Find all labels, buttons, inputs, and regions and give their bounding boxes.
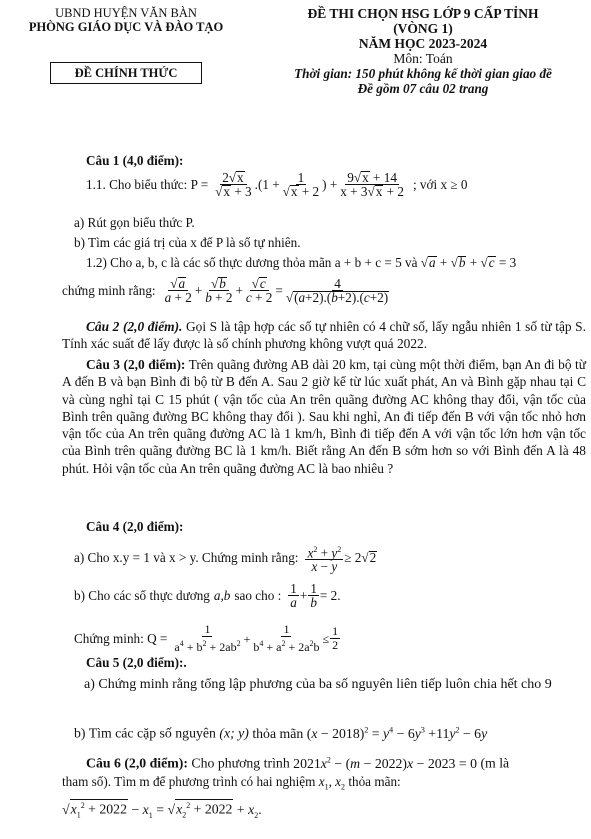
header-right — [258, 6, 588, 96]
q1-title: Câu 1 (4,0 điểm): — [86, 153, 184, 168]
q4-title: Câu 4 (2,0 điểm): — [86, 519, 184, 534]
q4-part-a-text: a) Cho x.y = 1 và x > y. Chứng minh rằng: — [74, 550, 299, 566]
q6-equation: $2021x^2 - (m - 2022)x - 2023 = 0$ — [293, 755, 481, 771]
q1-formula-p: 2√ x √ x + 3 .(1 + 1 √ x + 2 ) + $\frac{9√ x + 14}{x + 3√ x + 2}$ — [212, 171, 407, 198]
q4-expression-q: $\frac{1}{a^4 + b^2 + 2ab^2}$ + $\frac{1}{b^4 + a^2 + 2a^2b}$ ≤ $\frac{1}{2}$ — [174, 622, 339, 654]
q6-line1 — [86, 752, 509, 772]
q3-text: Trên quãng đường AB dài 20 km, tại cùng một thời điểm, bạn An đi bộ từ A đến B và bạn Bình đi bộ từ B đến A. Sau 2 giờ kể từ lúc xuất phát, An và Bình gặp nhau tại C và cùng nghỉ tại C 15 phút ( vận tốc của An trên quãng đường AC không thay đổi, vận tốc của Bình trên quãng đường BC không thay đổi ). Sau khi nghỉ, An đi tiếp đến B với vận tốc nhỏ hơn vận tốc của An trên quãng đường AC là 1 km/h, Bình đi tiếp đến A với vận tốc lớn hơn vận tốc của Bình trên quãng đường BC là 1 km/h. Biết rằng An đến B sớm hơn so với Bình đến A là 48 phút. Hỏi vận tốc của An trên quãng đường AC là bao nhiêu ? — [62, 357, 586, 476]
subject-name: Môn: Toán — [393, 51, 453, 66]
q6-line2 — [62, 774, 401, 796]
q6-line2-end: thỏa mãn: — [348, 774, 401, 789]
q3-title: Câu 3 (2,0 điểm): — [86, 357, 186, 372]
q6-line2-text: tham số). Tìm m để phương trình có hai nghiệm — [62, 774, 316, 789]
q4-prove — [74, 623, 341, 654]
q3-block — [62, 356, 586, 477]
department-name: PHÒNG GIÁO DỤC VÀ ĐÀO TẠO — [28, 20, 224, 34]
q2-block — [62, 318, 586, 353]
official-exam-label: ĐỀ CHÍNH THỨC — [74, 66, 178, 80]
school-year: NĂM HỌC 2023-2024 — [358, 36, 488, 51]
q4-part-b-mid: sao cho : — [234, 587, 282, 603]
q4-part-a — [74, 543, 377, 573]
q1-inequality: √ $\frac{a}{a + 2}$ + √ $\frac{b}{b + 2}$ + √ $\frac{c}{c + 2}$ = 4 √ (a+2).(b+2).(c+2) — [162, 277, 393, 304]
header-left — [10, 6, 242, 34]
q4-part-b-text: b) Cho các số thực dương — [74, 587, 210, 603]
q5-equation: (x; y) — [219, 725, 249, 741]
q1-expression-line — [86, 171, 586, 198]
q6-title: Câu 6 (2,0 điểm): — [86, 755, 188, 771]
q4-part-b — [74, 582, 341, 609]
q1-part-b: b) Tìm các giá trị của x để P là số tự nhiên. — [74, 235, 301, 250]
q5-part-b-text: b) Tìm các cặp số nguyên — [74, 725, 216, 741]
q6-condition: √ $x_1^2 + 2022 - x_1$ = √ $x_2^2 + 2022 + x_2$. — [62, 799, 262, 823]
official-exam-box — [50, 62, 202, 84]
q1-part-12 — [86, 255, 516, 271]
exam-round: (VÒNG 1) — [393, 21, 453, 36]
q5-part-b: b) Tìm các cặp số nguyên (x; y) thỏa mãn $(x - 2018)^2 = y^4 - 6y^3 +11y^2 - 6y$ — [74, 725, 488, 741]
q2-title: Câu 2 (2,0 điểm). — [86, 319, 183, 334]
q1-condition: ; với x ≥ 0 — [412, 176, 468, 192]
q1-expression-prefix: 1.1. Cho biểu thức: P = — [86, 176, 209, 192]
q1-prove-label: chứng minh rằng: — [62, 282, 156, 298]
q1-part-12-text: 1.2) Cho a, b, c là các số thực dương thỏa mãn a + b + c = 5 và — [86, 255, 418, 270]
q6-text-prefix: Cho phương trình — [191, 755, 290, 771]
q1-sqrt-condition: √ a + √ b + √ c = 3 — [421, 255, 516, 270]
q1-part-a: a) Rút gọn biểu thức P. — [74, 215, 195, 230]
district-name: UBND HUYỆN VĂN BÀN — [55, 6, 197, 20]
exam-title: ĐỀ THI CHỌN HSG LỚP 9 CẤP TỈNH — [307, 6, 539, 21]
q5-part-a: a) Chứng minh rằng tổng lập phương của ba số nguyên liên tiếp luôn chia hết cho 9 — [84, 677, 552, 692]
q4-inequality-a: $\frac{x^2 + y^2}{x - y}$ ≥ 2√ 2 — [304, 543, 377, 573]
q5-title: Câu 5 (2,0 điểm):. — [86, 655, 187, 670]
q1-prove-line — [62, 277, 392, 304]
q6-roots: $x_1$, $x_2$ — [318, 774, 346, 792]
page-count: Đề gồm 07 câu 02 trang — [357, 81, 489, 96]
exam-duration: Thời gian: 150 phút không kể thời gian giao đề — [294, 66, 552, 81]
q4-condition: $\frac{1}{a}$ + $\frac{1}{b}$ = 2. — [290, 581, 341, 610]
q4-prove-text: Chứng minh: Q = — [74, 630, 168, 646]
q6-text-suffix: (m là — [480, 755, 510, 771]
q4-part-b-vars: a,b — [213, 587, 231, 603]
q2-text: Gọi S là tập hợp các số tự nhiên có 4 chữ số, lấy ngẫu nhiên 1 số từ tập S. Tính xác suất để lấy được là số chính phương không vượt quá 2022. — [62, 319, 586, 352]
